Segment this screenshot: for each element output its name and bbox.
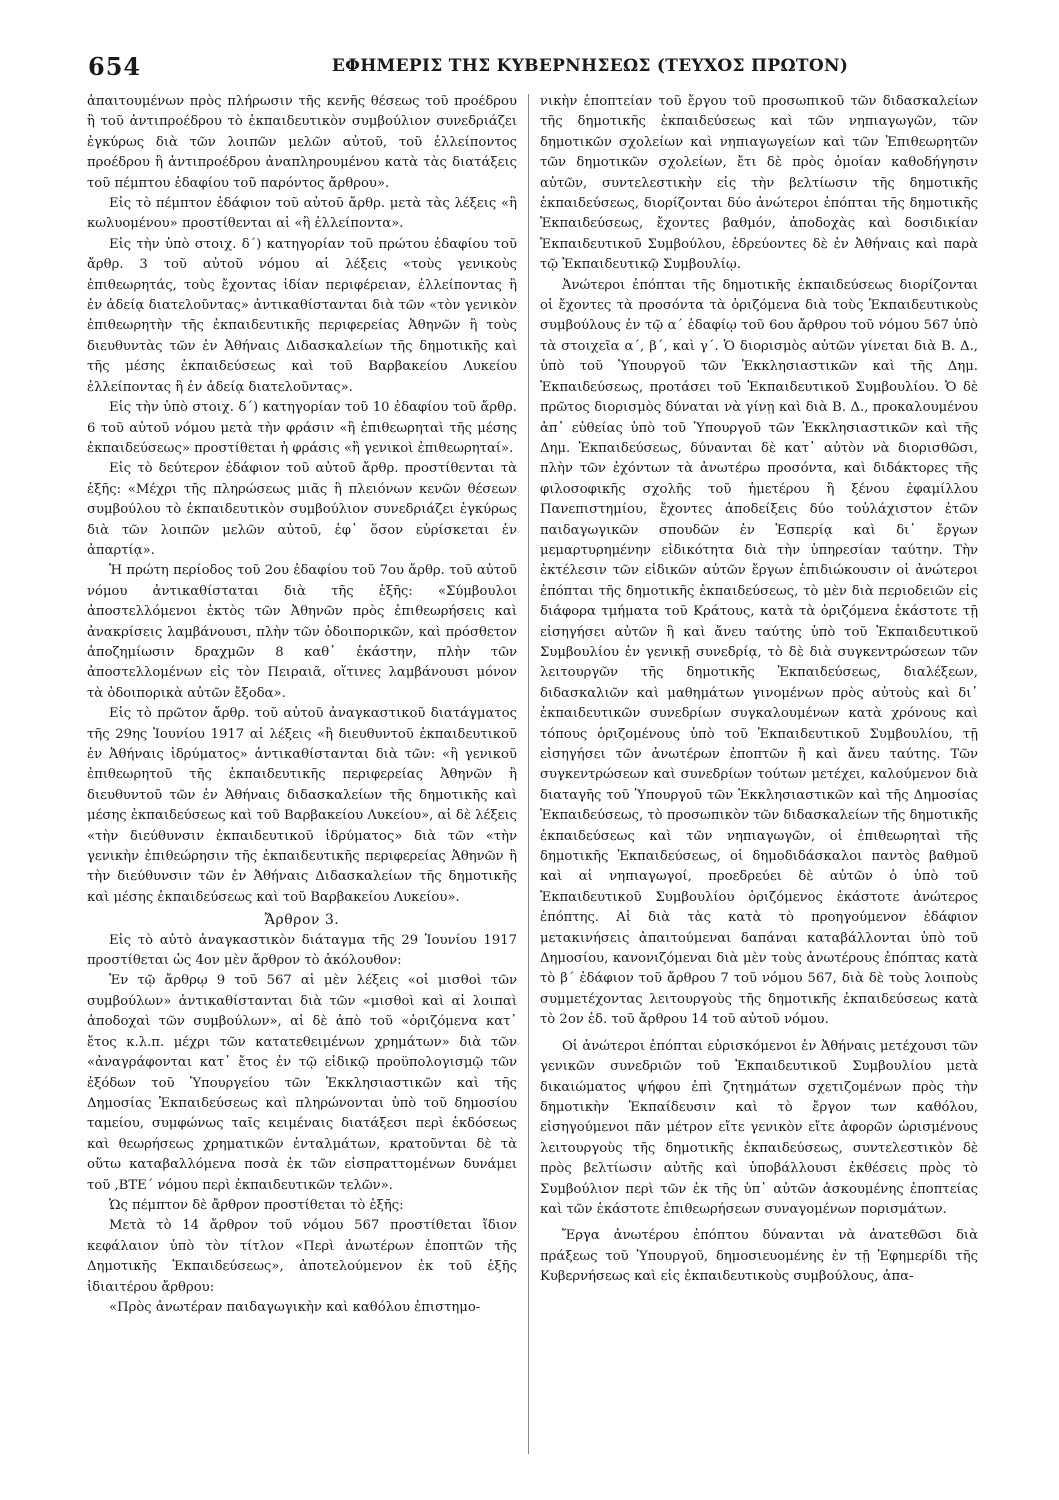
paragraph: Ἐν τῷ ἄρθρῳ 9 τοῦ 567 αἱ μὲν λέξεις «οἱ μισθοὶ τῶν συμβούλων» ἀντικαθίστανται διὰ τῶν «μισθοὶ καὶ αἱ λοιπαὶ ἀποδοχαὶ τῶν συμβούλων», αἱ δὲ ἀπὸ τοῦ «ὁριζόμενα κατ᾽ ἔτος κ.λ.π. μέχρι τῶν κατατεθειμένων χρημάτων» διὰ τῶν «ἀναγράφονται κατ᾽ ἔτος ἐν τῷ εἰδικῷ προϋπολογισμῷ τῶν ἐξόδων τοῦ Ὑπουργείου τῶν Ἐκκλησιαστικῶν καὶ τῆς Δημοσίας Ἐκπαιδεύσεως καὶ πληρώνονται ὑπὸ τοῦ δημοσίου ταμείου, συμφώνως ταῖς κειμέναις διατάξεσι περὶ ἐκδόσεως καὶ θεωρήσεως χρηματικῶν ἐνταλμάτων, κρατοῦνται δὲ τὰ οὕτω καταβαλλόμενα ποσὰ ἐκ τῶν εἰσπραττομένων δυνάμει τοῦ ,ΒΤΕ΄ νόμου περὶ ἐκπαιδευτικῶν τελῶν».	[87, 973, 517, 1193]
page-header	[60, 48, 1010, 84]
paragraph: νικὴν ἐποπτείαν τοῦ ἔργου τοῦ προσωπικοῦ τῶν διδασκαλείων τῆς δημοτικῆς ἐκπαιδεύσεως καὶ τῶν νηπιαγωγῶν, τῶν δημοτικῶν σχολείων καὶ νηπιαγωγείων καὶ τῶν Ἐπιθεωρητῶν τῶν δημοτικῶν σχολείων, ἔτι δὲ πρὸς ὁμοίαν καθοδήγησιν αὐτῶν, συντελεστικὴν εἰς τὴν βελτίωσιν τῆς δημοτικῆς ἐκπαιδεύσεως, διορίζονται δύο ἀνώτεροι ἐπόπται τῆς δημοτικῆς Ἐκπαιδεύσεως, ἔχοντες βαθμόν, ἀποδοχὰς καὶ δοσιδικίαν Ἐκπαιδευτικοῦ Συμβούλου, ἑδρεύοντες δὲ ἐν Ἀθήναις καὶ παρὰ τῷ Ἐκπαιδευτικῷ Συμβουλίῳ.	[540, 94, 978, 273]
paragraph: Ἡ πρώτη περίοδος τοῦ 2ου ἐδαφίου τοῦ 7ου ἄρθρ. τοῦ αὐτοῦ νόμου ἀντικαθίσταται διὰ τῆς ἑξῆς: «Σύμβουλοι ἀποστελλόμενοι ἐκτὸς τῶν Ἀθηνῶν πρὸς ἐπιθεωρήσεις καὶ ἀνακρίσεις λαμβάνουσι, πλὴν τῶν ὁδοιπορικῶν, καὶ πρόσθετον ἀποζημίωσιν δραχμῶν 8 καθ᾽ ἑκάστην, πλὴν τῶν ἀποστελλομένων εἰς τὸν Πειραιᾶ, οἵτινες λαμβάνουσι μόνον τὰ ὁδοιπορικὰ αὐτῶν ἔξοδα».	[87, 563, 517, 701]
page-number: 654	[88, 52, 142, 81]
column-divider	[528, 94, 529, 1454]
paragraph: Εἰς τὴν ὑπὸ στοιχ. δ΄) κατηγορίαν τοῦ πρώτου ἐδαφίου τοῦ ἄρθρ. 3 τοῦ αὐτοῦ νόμου αἱ λέξεις «τοὺς γενικοὺς ἐπιθεωρητάς, τοὺς ἔχοντας ἰδίαν περιφέρειαν, ἐλλείποντας ἢ ἐν ἀδείᾳ διατελοῦντας» ἀντικαθίστανται διὰ τῶν «τὸν γενικὸν ἐπιθεωρητὴν τῆς ἐκπαιδευτικῆς περιφερείας Ἀθηνῶν ἢ τοὺς διευθυντὰς τῶν ἐν Ἀθήναις Διδασκαλείων τῆς δημοτικῆς καὶ τῆς μέσης ἐκπαιδεύσεως καὶ τοῦ Βαρβακείου Λυκείου ἐλλείποντας ἢ ἐν ἀδείᾳ διατελοῦντας».	[87, 236, 517, 395]
paragraph: «Πρὸς ἀνωτέραν παιδαγωγικὴν καὶ καθόλου ἐπιστημο-	[109, 1299, 481, 1315]
paragraph: Μετὰ τὸ 14 ἄρθρον τοῦ νόμου 567 προστίθεται ἴδιον κεφάλαιον ὑπὸ τὸν τίτλον «Περὶ ἀνωτέρων ἐποπτῶν τῆς Δημοτικῆς Ἐκπαιδεύσεως», ἀποτελούμενον ἐκ τοῦ ἑξῆς ἰδιαιτέρου ἄρθρου:	[87, 1218, 517, 1295]
left-column	[87, 92, 517, 1472]
paragraph: Εἰς τὸ πέμπτον ἐδάφιον τοῦ αὐτοῦ ἄρθρ. μετὰ τὰς λέξεις «ἢ κωλυομένου» προστίθενται αἱ «ἢ ἐλλείποντα».	[87, 196, 517, 232]
paragraph: ἀπαιτουμένων πρὸς πλήρωσιν τῆς κενῆς θέσεως τοῦ προέδρου ἢ τοῦ ἀντιπροέδρου τὸ ἐκπαιδευτικὸν συμβούλιον συνεδριάζει ἐγκύρως διὰ τῶν λοιπῶν μελῶν αὐτοῦ, τοῦ ἐλλείποντος προέδρου ἢ ἀντιπροέδρου ἀναπληρουμένου κατὰ τὰς διατάξεις τοῦ πέμπτου ἐδαφίου τοῦ παρόντος ἄρθρου».	[87, 94, 517, 191]
running-title: ΕΦΗΜΕΡΙΣ ΤΗΣ ΚΥΒΕΡΝΗΣΕΩΣ (ΤΕΥΧΟΣ ΠΡΩΤΟΝ)	[331, 56, 849, 76]
article-heading: Ἄρθρον 3.	[264, 912, 340, 929]
paragraph: Εἰς τὸ πρῶτον ἄρθρ. τοῦ αὐτοῦ ἀναγκαστικοῦ διατάγματος τῆς 29ης Ἰουνίου 1917 αἱ λέξεις «ἢ διευθυντοῦ ἐκπαιδευτικοῦ ἐν Ἀθήναις ἱδρύματος» ἀντικαθίστανται διὰ τῶν: «ἢ γενικοῦ ἐπιθεωρητοῦ τῆς ἐκπαιδευτικῆς περιφερείας Ἀθηνῶν ἢ διευθυντοῦ τῶν ἐν Ἀθήναις διδασκαλείων τῆς δημοτικῆς καὶ μέσης ἐκπαιδεύσεως καὶ τοῦ Βαρβακείου Λυκείου», αἱ δὲ λέξεις «τὴν διεύθυνσιν ἐκπαιδευτικοῦ ἱδρύματος» διὰ τῶν «τὴν γενικὴν ἐπιθεώρησιν τῆς ἐκπαιδευτικῆς περιφερείας Ἀθηνῶν ἢ τὴν διεύθυνσιν τῶν ἐν Ἀθήναις Διδασκαλείων τῆς δημοτικῆς καὶ μέσης ἐκπαιδεύσεως καὶ τοῦ Βαρβακείου Λυκείου».	[87, 706, 517, 905]
paragraph: Οἱ ἀνώτεροι ἐπόπται εὑρισκόμενοι ἐν Ἀθήναις μετέχουσι τῶν γενικῶν συνεδριῶν τοῦ Ἐκπαιδευτικοῦ Συμβουλίου μετὰ δικαιώματος ψήφου ἐπὶ ζητημάτων σχετιζομένων πρὸς τὴν δημοτικὴν Ἐκπαίδευσιν καὶ τὸ ἔργον των καθόλου, εἰσηγούμενοι πᾶν μέτρον εἴτε γενικὸν εἴτε ἀφορῶν ὡρισμένους λειτουργοὺς τῆς δημοτικῆς ἐκπαιδεύσεως, συντελεστικὸν δὲ πρὸς βελτίωσιν αὐτῆς καὶ ὑποβάλλουσι ἐκθέσεις πρὸς τὸ Συμβούλιον περὶ τῶν ἐκ τῆς ὑπ᾽ αὐτῶν ἀσκουμένης ἐποπτείας καὶ τῶν ἑκάστοτε ἐπιθεωρήσεων συναγομένων πορισμάτων.	[540, 1038, 978, 1217]
right-column	[540, 92, 978, 1472]
paragraph: Ὡς πέμπτον δὲ ἄρθρον προστίθεται τὸ ἑξῆς:	[109, 1197, 404, 1213]
paragraph: Εἰς τὴν ὑπὸ στοιχ. δ΄) κατηγορίαν τοῦ 10 ἐδαφίου τοῦ ἄρθρ. 6 τοῦ αὐτοῦ νόμου μετὰ τὴν φράσιν «ἢ ἐπιθεωρηταὶ τῆς μέσης ἐκπαιδεύσεως» προστίθεται ἡ φράσις «ἢ γενικοὶ ἐπιθεωρηταί».	[87, 400, 517, 456]
paragraph: Εἰς τὸ δεύτερον ἐδάφιον τοῦ αὐτοῦ ἄρθρ. προστίθενται τὰ ἑξῆς: «Μέχρι τῆς πληρώσεως μιᾶς ἢ πλειόνων κενῶν θέσεων συμβούλου τὸ ἐκπαιδευτικὸν συμβούλιον συνεδριάζει ἐγκύρως διὰ τῶν λοιπῶν μελῶν αὐτοῦ, ἐφ᾽ ὅσον εὑρίσκεται ἐν ἀπαρτίᾳ».	[87, 461, 517, 558]
paragraph: Ἔργα ἀνωτέρου ἐπόπτου δύνανται νὰ ἀνατεθῶσι διὰ πράξεως τοῦ Ὑπουργοῦ, δημοσιευομένης ἐν τῇ Ἐφημερίδι τῆς Κυβερνήσεως καὶ εἰς ἐκπαιδευτικοὺς συμβούλους, ἀπα-	[540, 1228, 978, 1285]
paragraph: Ἀνώτεροι ἐπόπται τῆς δημοτικῆς ἐκπαιδεύσεως διορίζονται οἱ ἔχοντες τὰ προσόντα τὰ ὁριζόμενα διὰ τοὺς Ἐκπαιδευτικοὺς συμβούλους ἐν τῷ α΄ ἐδαφίῳ τοῦ 6ου ἄρθρου τοῦ νόμου 567 ὑπὸ τὰ στοιχεῖα α΄, β΄, καὶ γ΄. Ὁ διορισμὸς αὐτῶν γίνεται διὰ Β. Δ., ὑπὸ τοῦ Ὑπουργοῦ τῶν Ἐκκλησιαστικῶν καὶ τῆς Δημ. Ἐκπαιδεύσεως, προτάσει τοῦ Ἐκπαιδευτικοῦ Συμβουλίου. Ὁ δὲ πρῶτος διορισμὸς δύναται νὰ γίνῃ καὶ διὰ Β. Δ., προκαλουμένου ἀπ᾽ εὐθείας ὑπὸ τοῦ Ὑπουργοῦ τῶν Ἐκκλησιαστικῶν καὶ τῆς Δημ. Ἐκπαιδεύσεως, δύνανται δὲ κατ᾽ αὐτὸν νὰ διορισθῶσι, πλὴν τῶν ἐχόντων τὰ ἀνωτέρω προσόντα, καὶ διδάκτορες τῆς φιλοσοφικῆς σχολῆς τοῦ ἡμετέρου ἢ ξένου ἐφαμίλλου Πανεπιστημίου, ἔχοντες ἀποδείξεις δύο τοὐλάχιστον ἐτῶν παιδαγωγικῶν σπουδῶν ἐν Ἑσπερίᾳ καὶ δι᾽ ἔργων μεμαρτυρημένην εἰδικότητα διὰ τὴν ὑπηρεσίαν ταύτην. Τὴν ἐκτέλεσιν τῶν εἰδικῶν αὐτῶν ἔργων ἐπιδιώκουσιν οἱ ἀνώτεροι ἐπόπται τῆς δημοτικῆς ἐκπαιδεύσεως, τὸ μὲν διὰ περιοδειῶν εἰς διάφορα τμήματα τοῦ Κράτους, κατὰ τὰ ὁριζόμενα ἑκάστοτε τῇ εἰσηγήσει αὐτῶν ἢ καὶ ἄνευ ταύτης ὑπὸ τοῦ Ἐκπαιδευτικοῦ Συμβουλίου ἐν γενικῇ συνεδρίᾳ, τὸ δὲ διὰ συγκεντρώσεων τῶν λειτουργῶν τῆς δημοτικῆς Ἐκπαιδεύσεως, διαλέξεων, διδασκαλιῶν καὶ μαθημάτων γινομένων πρὸς αὐτοὺς καὶ δι᾽ ἐκπαιδευτικῶν συνεδρίων συγκαλουμένων κατὰ χρόνους καὶ τόπους ὁριζομένους ὑπὸ τοῦ Ἐκπαιδευτικοῦ Συμβουλίου, τῇ εἰσηγήσει τῶν ἀνωτέρων ἐποπτῶν ἢ καὶ ἄνευ ταύτης. Τῶν συγκεντρώσεων καὶ συνεδρίων τούτων μετέχει, καλούμενον διὰ διαταγῆς τοῦ Ὑπουργοῦ τῶν Ἐκκλησιαστικῶν καὶ τῆς Δημοσίας Ἐκπαιδεύσεως, τὸ προσωπικὸν τῶν διδασκαλείων τῆς δημοτικῆς ἐκπαιδεύσεως καὶ τῶν νηπιαγωγῶν, οἱ ἐπιθεωρηταὶ τῆς δημοτικῆς Ἐκπαιδεύσεως, οἱ δημοδιδάσκαλοι παντὸς βαθμοῦ καὶ αἱ νηπιαγωγοί, προεδρεύει δὲ αὐτῶν ὁ ὑπὸ τοῦ Ἐκπαιδευτικοῦ Συμβουλίου ὁριζόμενος ἑκάστοτε ἀνώτερος ἐπόπτης. Αἱ διὰ τὰς κατὰ τὸ προηγούμενον ἐδάφιον μετακινήσεις ἀπαιτούμεναι δαπάναι καταβάλλονται ὑπὸ τοῦ Δημοσίου, κανονιζόμεναι διὰ μὲν τοὺς ἀνωτέρους ἐπόπτας κατὰ τὸ β΄ ἐδάφιον τοῦ ἄρθρου 7 τοῦ νόμου 567, διὰ δὲ τοὺς λοιποὺς συμμετέχοντας λειτουργοὺς τῆς δημοτικῆς ἐκπαιδεύσεως κατὰ τὸ 2ον ἐδ. τοῦ ἄρθρου 14 τοῦ αὐτοῦ νόμου.	[540, 277, 978, 1028]
paragraph: Εἰς τὸ αὐτὸ ἀναγκαστικὸν διάταγμα τῆς 29 Ἰουνίου 1917 προστίθεται ὡς 4ον μὲν ἄρθρον τὸ ἀκόλουθον:	[87, 932, 517, 969]
